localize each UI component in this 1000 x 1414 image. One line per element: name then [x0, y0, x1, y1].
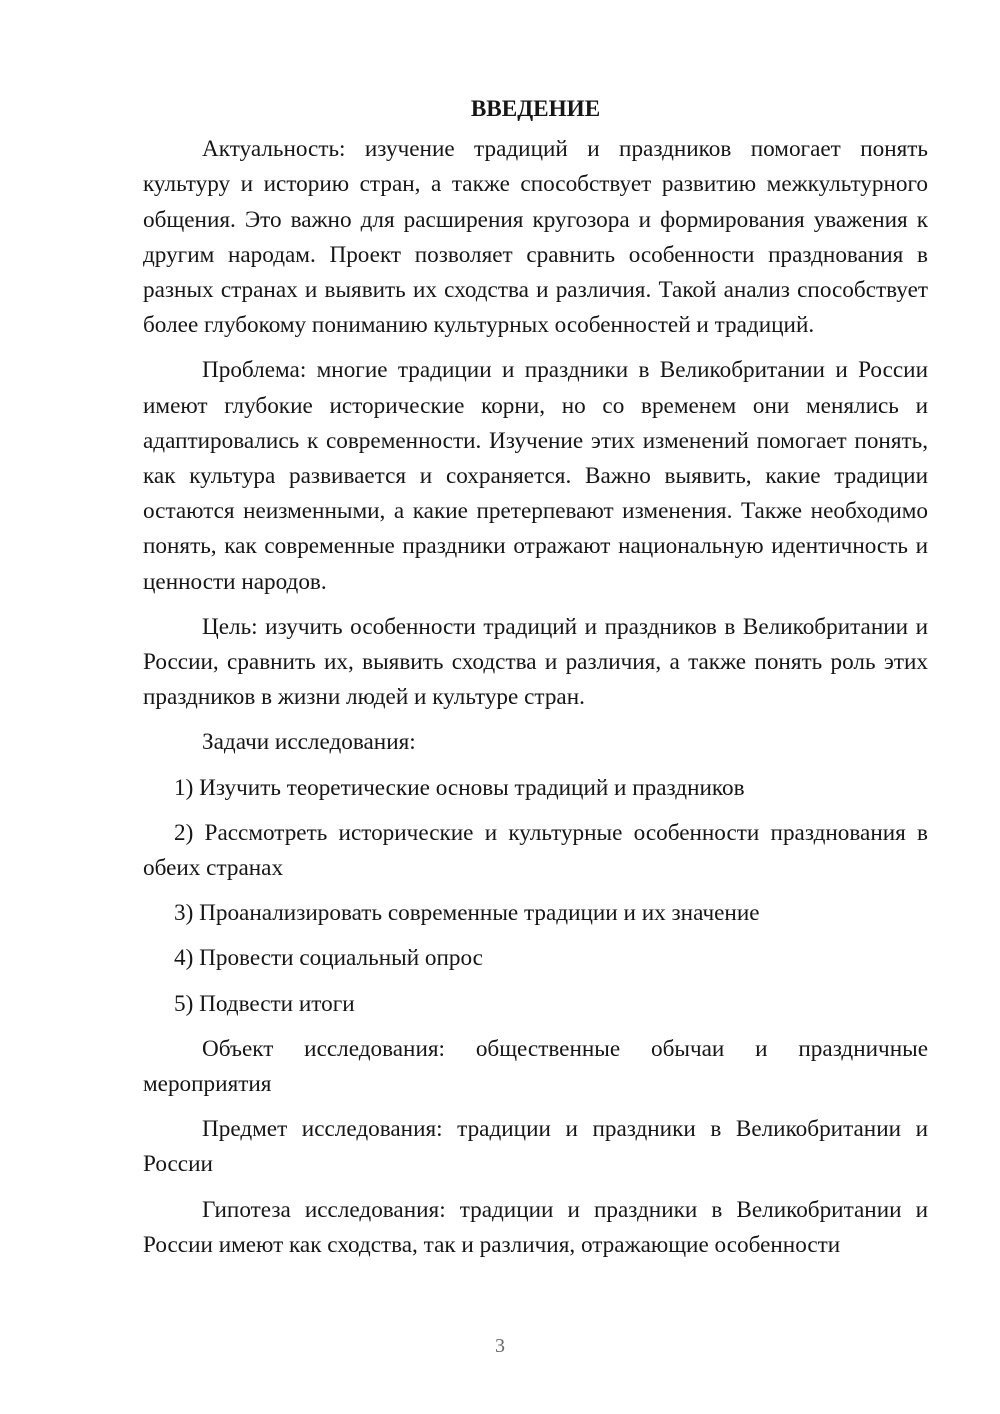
paragraph-tasks-heading: Задачи исследования:: [202, 729, 416, 756]
task-item-3: 3) Проанализировать современные традиции и их значение: [174, 900, 760, 927]
task-item-2: 2) Рассмотреть исторические и культурные особенности празднования в обеих странах: [143, 819, 928, 882]
page-title: ВВЕДЕНИЕ: [470, 96, 601, 122]
paragraph-hypothesis: Гипотеза исследования: традиции и праздники в Великобритании и России имеют как сходства, так и различия, отражающие особенности: [143, 1196, 928, 1258]
paragraph-problem: Проблема: многие традиции и праздники в Великобритании и России имеют глубокие исторические корни, но со временем они менялись и адаптировались к современности. Изучение этих изменений помогает понять, как культура развивается и сохраняется. Важно выявить, какие традиции остаются неизменными, а какие претерпевают изменения. Также необходимо понять, как современные праздники отражают национальную идентичность и ценности народов.: [143, 357, 928, 595]
document-page: [143, 92, 928, 1273]
paragraph-goal: Цель: изучить особенности традиций и праздников в Великобритании и России, сравнить их, выявить сходства и различия, а также понять роль этих праздников в жизни людей и культуре стран.: [143, 613, 928, 711]
task-item-1: 1) Изучить теоретические основы традиций и праздников: [174, 774, 745, 801]
paragraph-relevance: Актуальность: изучение традиций и праздников помогает понять культуру и историю стран, а также способствует развитию межкультурного общения. Это важно для расширения кругозора и формирования уважения к другим народам. Проект позволяет сравнить особенности празднования в разных странах и выявить их сходства и различия. Такой анализ способствует более глубокому пониманию культурных особенностей и традиций.: [143, 136, 928, 339]
paragraph-subject: Предмет исследования: традиции и праздники в Великобритании и России: [143, 1116, 928, 1178]
page-number: 3: [495, 1335, 505, 1357]
paragraph-object: Объект исследования: общественные обычаи и праздничные мероприятия: [143, 1035, 928, 1098]
task-item-5: 5) Подвести итоги: [174, 990, 355, 1017]
task-item-4: 4) Провести социальный опрос: [174, 945, 483, 972]
